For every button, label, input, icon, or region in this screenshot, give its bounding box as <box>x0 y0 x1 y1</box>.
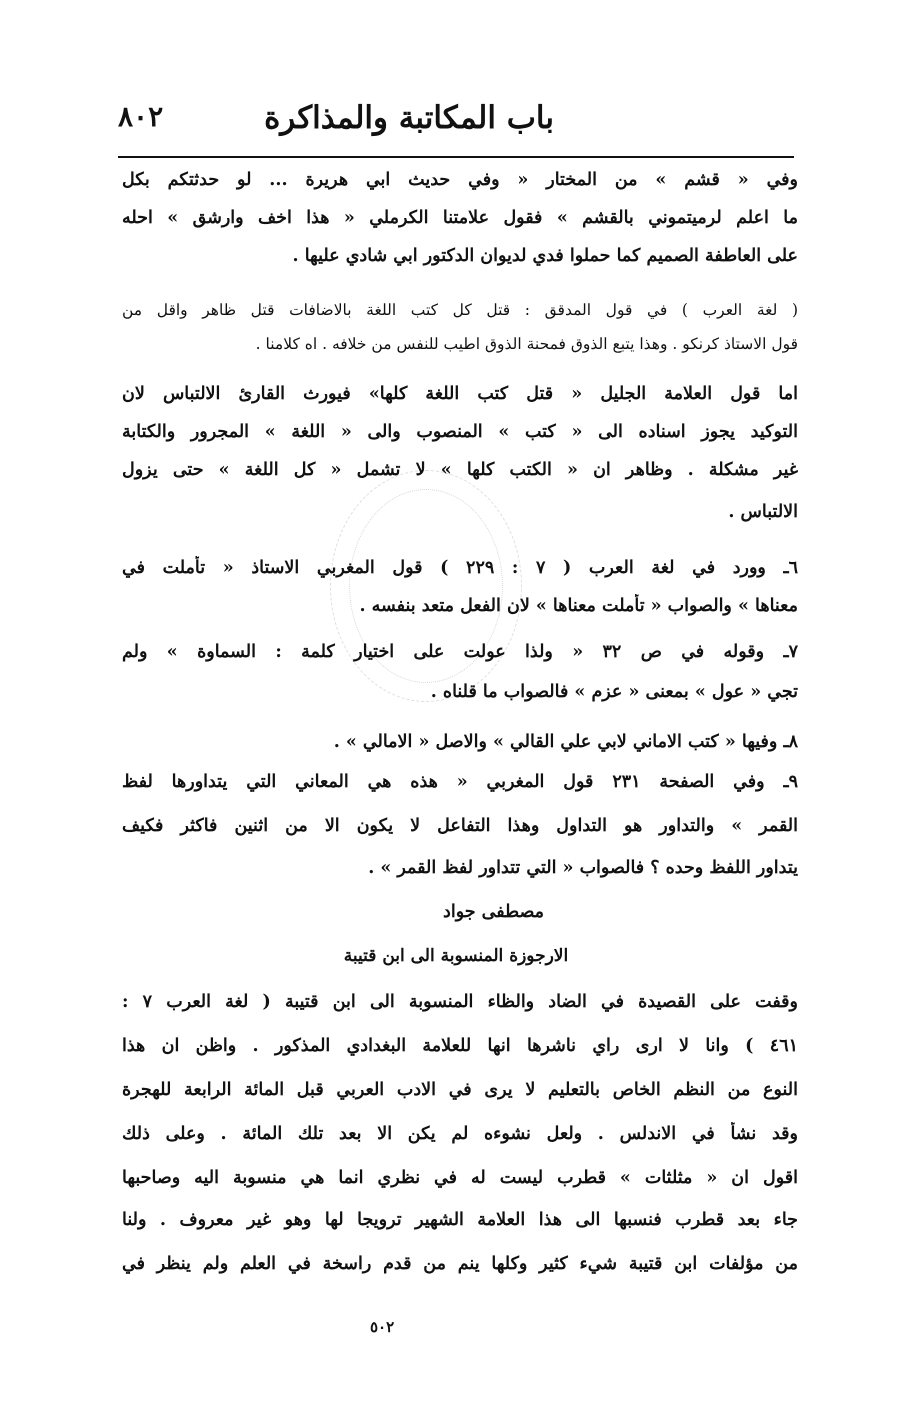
page-number: ٨٠٢ <box>118 100 164 133</box>
text-line: وقد نشأ في الاندلس . ولعل نشوءه لم يكن الا بعد تلك المائة . وعلى ذلك <box>122 1124 798 1144</box>
text-line: النوع من النظم الخاص بالتعليم لا يرى في الادب العربي قبل المائة الرابعة للهجرة <box>122 1080 798 1100</box>
header-rule <box>118 156 794 158</box>
author-signature: مصطفى جواد <box>443 902 544 922</box>
note-line: ( لغة العرب ) في قول المدقق : قتل كل كتب اللغة بالاضافات قتل ظاهر واقل من <box>122 301 798 319</box>
text-line: التوكيد يجوز اسناده الى « كتب » المنصوب والى « اللغة » المجرور والكتابة <box>122 422 798 442</box>
note-line: قول الاستاذ كرنكو . وهذا يتبع الذوق فمحنة الذوق اطيب للنفس من خلافه . اه كلامنا . <box>255 335 798 353</box>
text-line: ٧ـ وقوله في ص ٣٢ « ولذا عولت على اختيار كلمة : السماوة » ولم <box>122 642 798 662</box>
text-line: ما اعلم لرميتموني بالقشم » فقول علامتنا الكرملي « هذا اخف وارشق » احله <box>122 208 798 228</box>
section-heading: الارجوزة المنسوبة الى ابن قتيبة <box>343 946 569 966</box>
text-line: جاء بعد قطرب فنسبها الى هذا العلامة الشهير ترويجا لها وهو غير معروف . ولنا <box>122 1210 798 1230</box>
text-line: معناها » والصواب « تأملت معناها » لان الفعل متعد بنفسه . <box>359 596 798 616</box>
folio-mark: ٥٠٢ <box>370 1318 395 1336</box>
text-line: القمر » والتداور هو التداول وهذا التفاعل لا يكون الا من اثنين فاكثر فكيف <box>122 816 798 836</box>
text-line: ٨ـ وفيها « كتب الاماني لابي علي القالي » والاصل « الامالي » . <box>333 732 798 752</box>
text-line: من مؤلفات ابن قتيبة شيء كثير وكلها ينم من قدم راسخة في العلم ولم ينظر في <box>122 1254 798 1274</box>
text-line: اقول ان « مثلثات » قطرب ليست له في نظري انما هي منسوبة اليه وصاحبها <box>122 1168 798 1188</box>
text-line: وفي « قشم » من المختار « وفي حديث ابي هريرة ... لو حدثتكم بكل <box>122 170 798 190</box>
text-line: ٤٦١ ) وانا لا ارى راي ناشرها انها للعلامة البغدادي المذكور . واظن ان هذا <box>122 1036 798 1056</box>
text-line: ٦ـ وورد في لغة العرب ( ٧ : ٢٢٩ ) قول المغربي الاستاذ « تأملت في <box>122 558 798 578</box>
text-line: الالتباس . <box>728 502 798 522</box>
text-line: تجي « عول » بمعنى « عزم » فالصواب ما قلناه . <box>430 682 798 702</box>
text-line: يتداور اللفظ وحده ؟ فالصواب « التي تتداور لفظ القمر » . <box>368 858 798 878</box>
text-line: ٩ـ وفي الصفحة ٢٣١ قول المغربي « هذه هي المعاني التي يتداورها لفظ <box>122 772 798 792</box>
text-line: وقفت على القصيدة في الضاد والظاء المنسوبة الى ابن قتيبة ( لغة العرب ٧ : <box>122 992 798 1012</box>
text-line: غير مشكلة . وظاهر ان « الكتب كلها » لا تشمل « كل اللغة » حتى يزول <box>122 460 798 480</box>
page-header <box>118 96 794 152</box>
text-line: على العاطفة الصميم كما حملوا فدي لديوان الدكتور ابي شادي عليها . <box>292 246 798 266</box>
text-line: اما قول العلامة الجليل « قتل كتب اللغة كلها» فيورث القارئ الالتباس لان <box>122 384 798 404</box>
running-title: باب المكاتبة والمذاكرة <box>264 100 554 136</box>
